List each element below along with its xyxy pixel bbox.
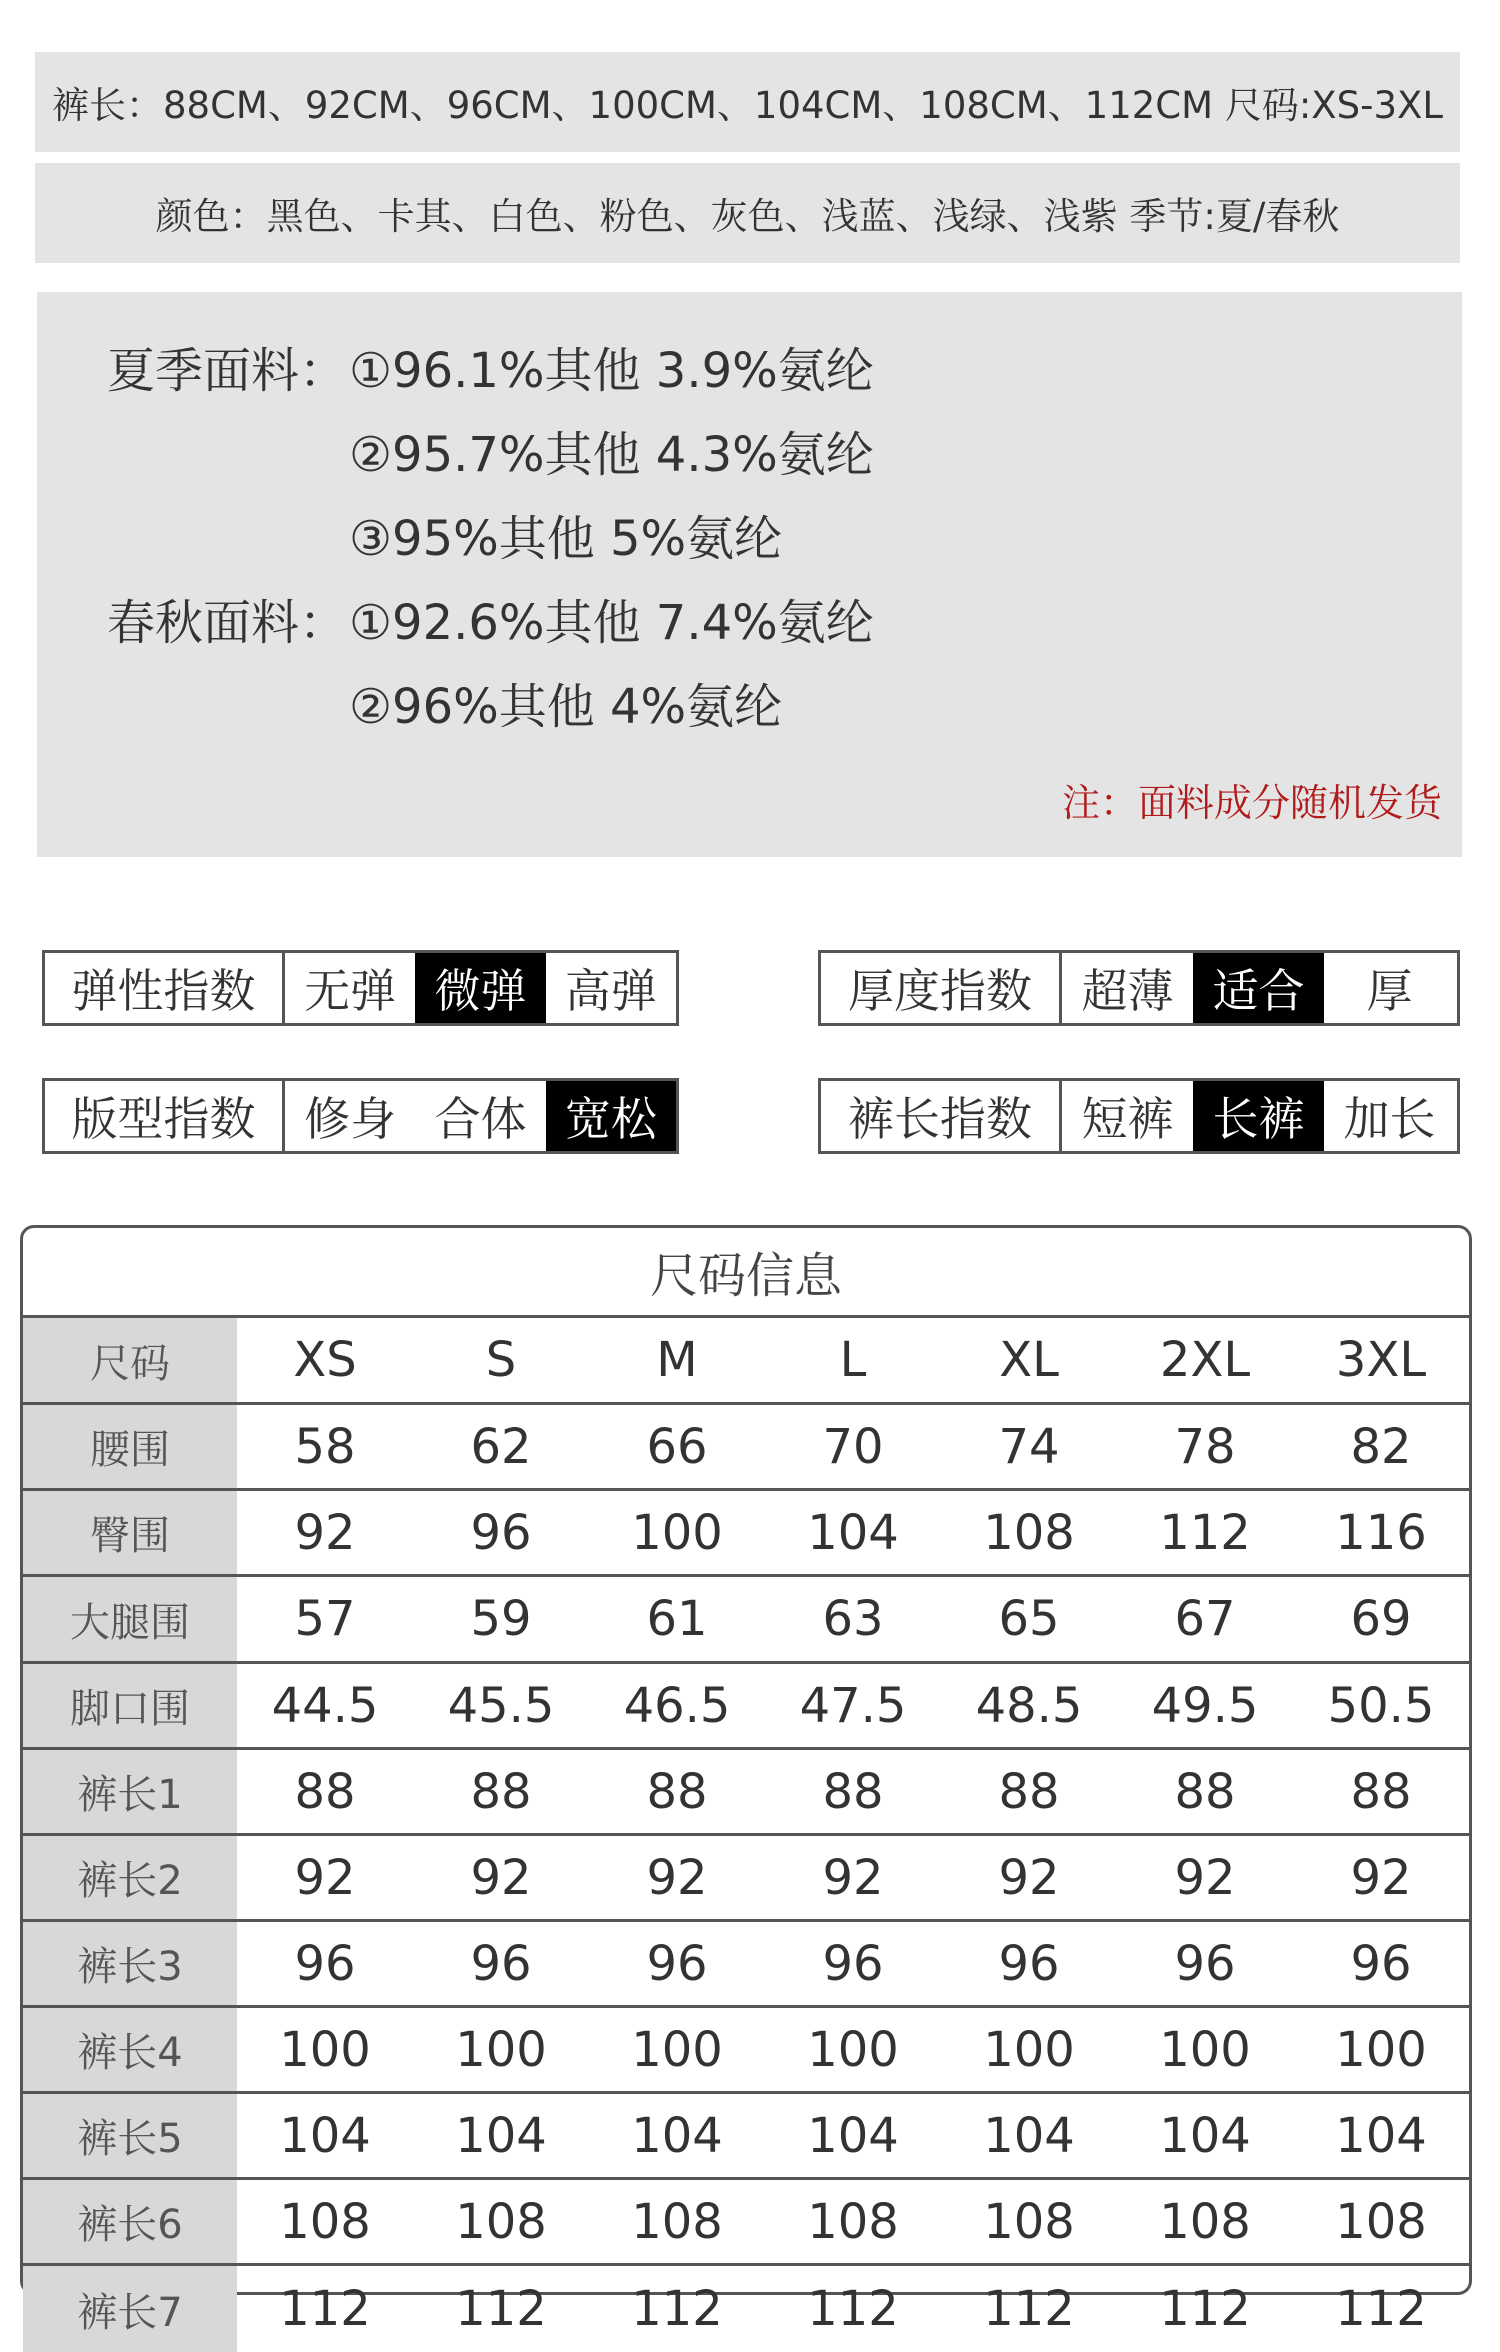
spring-fabric-option-1: ①92.6%其他 7.4%氨纶	[349, 595, 874, 651]
elasticity-option-high: 高弹	[564, 964, 657, 1018]
table-cell: 108	[631, 2193, 723, 2250]
thickness-option-thin: 超薄	[1081, 964, 1174, 1018]
size-header-l: L	[839, 1332, 867, 1388]
length-option-extra-long: 加长	[1343, 1092, 1436, 1146]
table-cell: 100	[631, 1504, 723, 1561]
table-cell: 104	[807, 2107, 899, 2164]
table-cell: 88	[646, 1763, 708, 1820]
table-cell: 96	[470, 1935, 532, 1992]
table-cell: 48.5	[975, 1677, 1083, 1734]
table-cell: 104	[807, 1504, 899, 1561]
thickness-option-thick: 厚	[1366, 964, 1413, 1018]
elasticity-index-title: 弹性指数	[45, 953, 285, 1023]
table-cell: 112	[807, 2281, 899, 2337]
table-cell: 112	[1335, 2281, 1427, 2337]
row-label: 裤长3	[23, 1922, 237, 2005]
fit-option-regular: 合体	[434, 1092, 527, 1146]
table-cell: 70	[822, 1418, 884, 1475]
table-cell: 108	[983, 2193, 1075, 2250]
table-row	[23, 2180, 1469, 2266]
table-cell: 108	[279, 2193, 371, 2250]
table-cell: 96	[470, 1504, 532, 1561]
size-header-3xl: 3XL	[1335, 1332, 1427, 1388]
table-cell: 92	[998, 1849, 1060, 1906]
table-cell: 96	[1350, 1935, 1412, 1992]
table-cell: 66	[646, 1418, 708, 1475]
table-cell: 49.5	[1151, 1677, 1259, 1734]
table-cell: 108	[807, 2193, 899, 2250]
table-cell: 104	[455, 2107, 547, 2164]
table-cell: 100	[279, 2021, 371, 2078]
table-cell: 67	[1174, 1591, 1236, 1647]
table-cell: 96	[646, 1935, 708, 1992]
table-cell: 100	[1335, 2021, 1427, 2078]
table-cell: 45.5	[447, 1677, 555, 1734]
table-row	[23, 2266, 1469, 2352]
color-season-bar	[35, 163, 1460, 263]
summer-fabric-option-3: ③95%其他 5%氨纶	[349, 511, 783, 567]
table-cell: 108	[1335, 2193, 1427, 2250]
elasticity-option-slight: 微弹	[415, 953, 545, 1023]
summer-fabric-option-1: ①96.1%其他 3.9%氨纶	[349, 343, 874, 399]
table-cell: 78	[1174, 1418, 1236, 1475]
table-row	[23, 2008, 1469, 2094]
thickness-index	[818, 950, 1460, 1026]
table-cell: 63	[822, 1591, 884, 1647]
color-season-text: 颜色：黑色、卡其、白色、粉色、灰色、浅蓝、浅绿、浅紫 季节:夏/春秋	[155, 195, 1340, 238]
fabric-composition-panel	[37, 292, 1462, 857]
elasticity-option-none: 无弹	[304, 964, 397, 1018]
row-label: 裤长7	[23, 2266, 237, 2352]
table-cell: 112	[279, 2281, 371, 2337]
table-cell: 57	[294, 1591, 356, 1647]
length-size-text: 裤长：88CM、92CM、96CM、100CM、104CM、108CM、112CM 尺码:XS-3XL	[52, 84, 1443, 127]
fit-option-loose: 宽松	[546, 1081, 676, 1151]
fit-index	[42, 1078, 679, 1154]
table-cell: 100	[983, 2021, 1075, 2078]
size-table	[20, 1225, 1472, 2337]
table-cell: 65	[998, 1591, 1060, 1647]
table-cell: 108	[1159, 2193, 1251, 2250]
table-cell: 100	[631, 2021, 723, 2078]
table-row	[23, 1750, 1469, 1836]
row-label: 腰围	[23, 1405, 237, 1488]
table-cell: 96	[294, 1935, 356, 1992]
elasticity-index	[42, 950, 679, 1026]
size-header-s: S	[485, 1332, 517, 1388]
table-cell: 69	[1350, 1591, 1412, 1647]
table-cell: 88	[294, 1763, 356, 1820]
table-cell: 61	[646, 1591, 708, 1647]
table-cell: 88	[470, 1763, 532, 1820]
table-cell: 112	[631, 2281, 723, 2337]
size-header-m: M	[656, 1332, 698, 1388]
length-size-bar	[35, 52, 1460, 152]
table-cell: 88	[822, 1763, 884, 1820]
row-label: 裤长4	[23, 2008, 237, 2091]
table-cell: 100	[1159, 2021, 1251, 2078]
table-cell: 96	[998, 1935, 1060, 1992]
table-row	[23, 1922, 1469, 2008]
table-cell: 100	[807, 2021, 899, 2078]
size-table-title: 尺码信息	[23, 1228, 1469, 1318]
row-label: 臀围	[23, 1491, 237, 1574]
row-label: 脚口围	[23, 1664, 237, 1747]
table-cell: 112	[983, 2281, 1075, 2337]
table-row	[23, 1664, 1469, 1750]
table-cell: 104	[1159, 2107, 1251, 2164]
spring-fabric-label: 春秋面料：	[107, 595, 348, 651]
table-cell: 88	[998, 1763, 1060, 1820]
table-row	[23, 2094, 1469, 2180]
size-header-xl: XL	[999, 1332, 1059, 1388]
table-cell: 116	[1335, 1504, 1427, 1561]
table-cell: 44.5	[271, 1677, 379, 1734]
table-cell: 108	[455, 2193, 547, 2250]
table-cell: 92	[646, 1849, 708, 1906]
table-cell: 58	[294, 1418, 356, 1475]
size-table-body	[23, 1318, 1469, 2352]
table-cell: 74	[998, 1418, 1060, 1475]
table-row	[23, 1577, 1469, 1664]
table-cell: 92	[1350, 1849, 1412, 1906]
table-cell: 96	[822, 1935, 884, 1992]
row-label: 裤长1	[23, 1750, 237, 1833]
length-index-title: 裤长指数	[821, 1081, 1062, 1151]
row-label: 裤长6	[23, 2180, 237, 2263]
table-cell: 100	[455, 2021, 547, 2078]
size-header-label: 尺码	[23, 1318, 237, 1402]
length-option-long: 长裤	[1193, 1081, 1324, 1151]
table-cell: 108	[983, 1504, 1075, 1561]
thickness-index-title: 厚度指数	[821, 953, 1062, 1023]
summer-fabric-option-2: ②95.7%其他 4.3%氨纶	[349, 427, 874, 483]
table-cell: 88	[1174, 1763, 1236, 1820]
row-label: 裤长2	[23, 1836, 237, 1919]
table-cell: 47.5	[799, 1677, 907, 1734]
row-label: 大腿围	[23, 1577, 237, 1661]
summer-fabric-label: 夏季面料：	[107, 343, 348, 399]
table-row	[23, 1405, 1469, 1491]
table-cell: 92	[470, 1849, 532, 1906]
fabric-note: 注：面料成分随机发货	[1061, 781, 1442, 825]
table-cell: 59	[470, 1591, 532, 1647]
length-option-short: 短裤	[1081, 1092, 1174, 1146]
table-cell: 82	[1350, 1418, 1412, 1475]
table-cell: 88	[1350, 1763, 1412, 1820]
table-row	[23, 1491, 1469, 1577]
table-cell: 46.5	[623, 1677, 731, 1734]
row-label: 裤长5	[23, 2094, 237, 2177]
table-cell: 92	[294, 1849, 356, 1906]
table-cell: 112	[455, 2281, 547, 2337]
table-cell: 62	[470, 1418, 532, 1475]
table-cell: 92	[1174, 1849, 1236, 1906]
table-cell: 50.5	[1327, 1677, 1435, 1734]
table-cell: 96	[1174, 1935, 1236, 1992]
table-cell: 92	[294, 1504, 356, 1561]
table-cell: 104	[631, 2107, 723, 2164]
table-row	[23, 1836, 1469, 1922]
table-cell: 112	[1159, 1504, 1251, 1561]
size-header-row	[23, 1318, 1469, 1405]
table-cell: 112	[1159, 2281, 1251, 2337]
length-index	[818, 1078, 1460, 1154]
table-cell: 104	[1335, 2107, 1427, 2164]
fit-index-title: 版型指数	[45, 1081, 285, 1151]
fit-option-slim: 修身	[304, 1092, 397, 1146]
size-header-2xl: 2XL	[1159, 1332, 1251, 1388]
size-header-xs: XS	[293, 1332, 357, 1388]
table-cell: 104	[279, 2107, 371, 2164]
spring-fabric-option-2: ②96%其他 4%氨纶	[349, 679, 783, 735]
thickness-option-medium: 适合	[1193, 953, 1324, 1023]
table-cell: 104	[983, 2107, 1075, 2164]
table-cell: 92	[822, 1849, 884, 1906]
